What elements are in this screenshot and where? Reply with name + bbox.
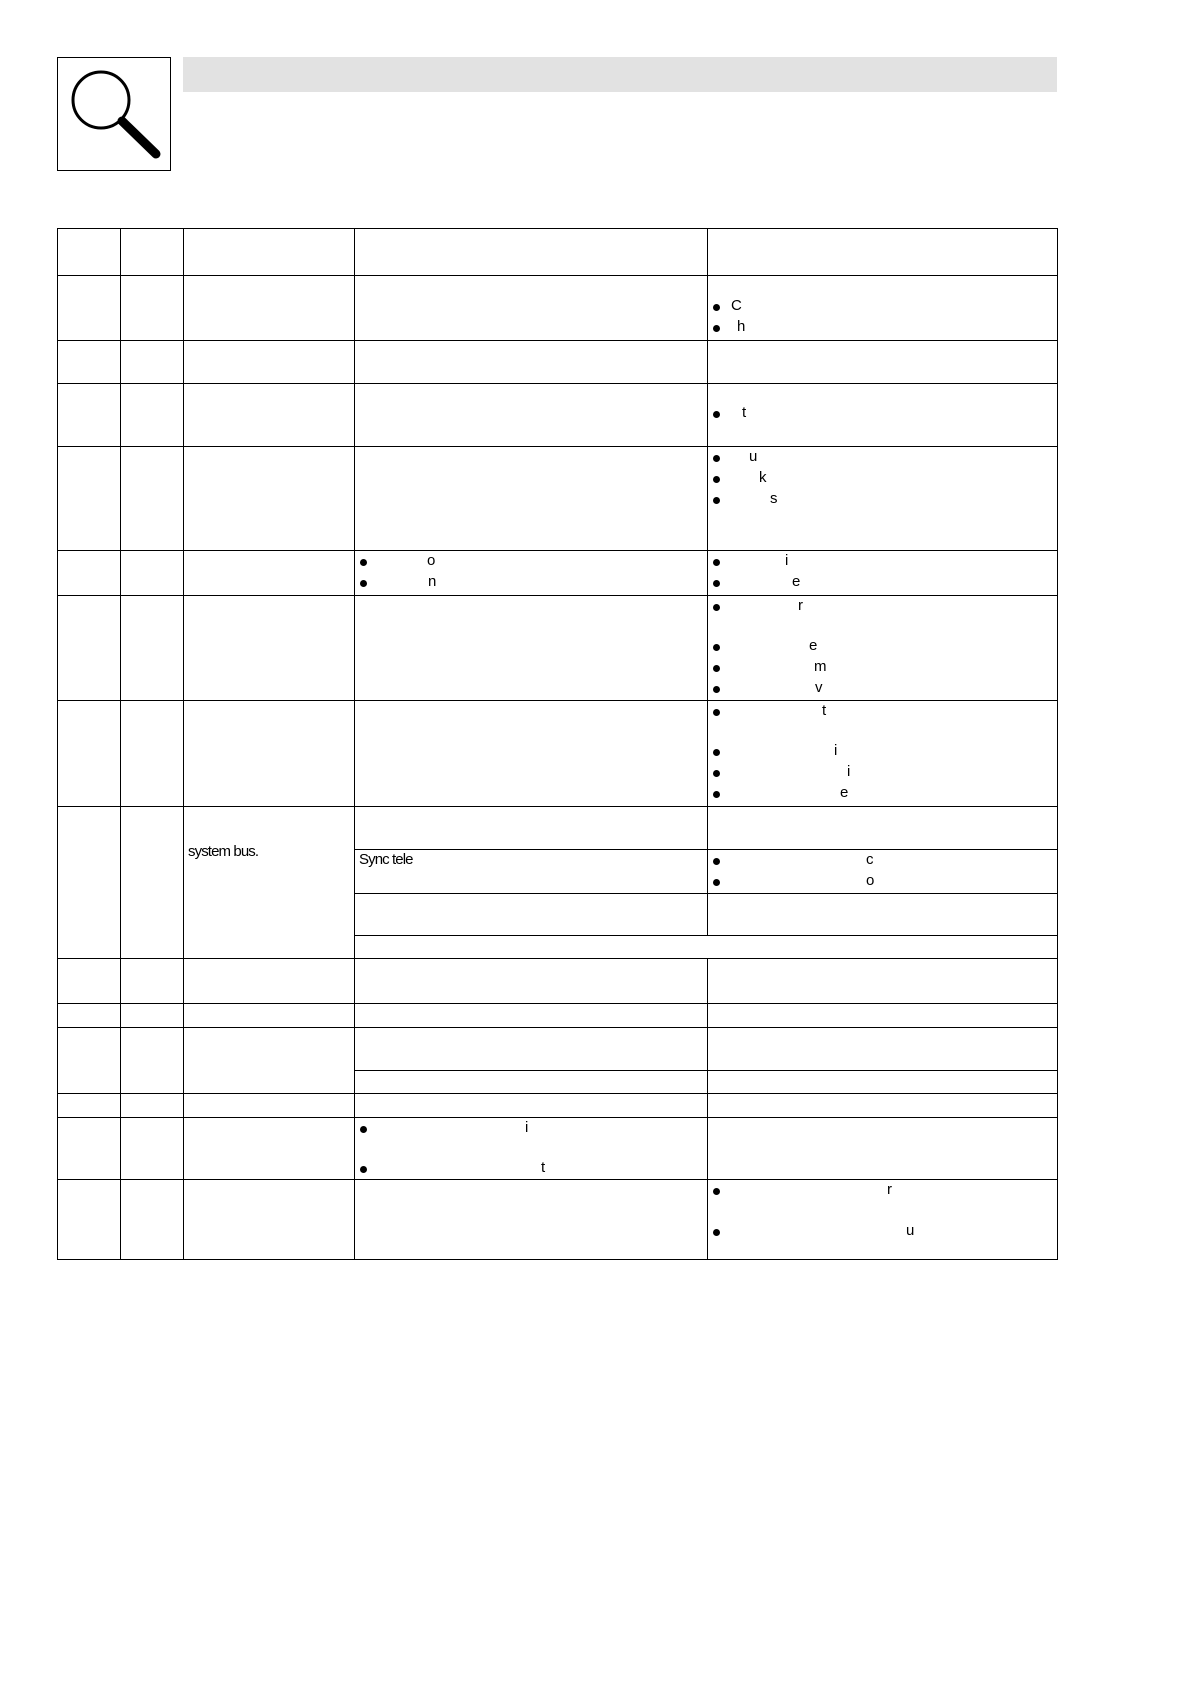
table-row-line	[57, 1093, 1058, 1094]
table-row-line	[57, 550, 1058, 551]
bullet	[713, 665, 720, 672]
cell-text: h	[737, 318, 746, 335]
bullet	[360, 580, 367, 587]
bullet	[713, 325, 720, 332]
table-subrow-line	[354, 935, 1058, 936]
bullet	[713, 559, 720, 566]
table-col-line	[120, 228, 121, 1259]
cell-text: t	[541, 1159, 546, 1176]
bullet	[360, 559, 367, 566]
table-border-right	[1057, 228, 1058, 1259]
table-subrow-line	[354, 1070, 1058, 1071]
table-row-line	[57, 1027, 1058, 1028]
bullet	[713, 1188, 720, 1195]
table-border-left	[57, 228, 58, 1259]
cell-text: o	[427, 552, 436, 569]
bullet	[360, 1166, 367, 1173]
bullet	[713, 644, 720, 651]
cell-text: i	[525, 1119, 529, 1136]
bullet	[713, 580, 720, 587]
bullet	[713, 455, 720, 462]
table-row-line	[57, 1003, 1058, 1004]
table-border-top	[57, 228, 1058, 229]
bullet	[713, 476, 720, 483]
bullet	[713, 1229, 720, 1236]
cell-text: r	[798, 597, 803, 614]
cell-text: C	[731, 297, 742, 314]
table-border-bottom	[57, 1259, 1058, 1260]
cell-text: m	[814, 658, 827, 675]
bullet	[713, 497, 720, 504]
table-col-line	[707, 228, 708, 935]
magnifier-icon-box	[57, 57, 171, 171]
cell-text: i	[785, 552, 789, 569]
cell-text: n	[428, 573, 437, 590]
cell-text: u	[906, 1222, 915, 1239]
cell-text: Sync tele	[359, 851, 413, 868]
bullet	[713, 770, 720, 777]
bullet	[713, 858, 720, 865]
bullet	[713, 686, 720, 693]
table-row-line	[57, 700, 1058, 701]
bullet	[360, 1126, 367, 1133]
bullet	[713, 304, 720, 311]
cell-text: t	[742, 404, 747, 421]
table-col-line	[183, 228, 184, 1259]
table-row-line	[57, 958, 1058, 959]
bullet	[713, 791, 720, 798]
table-row-line	[57, 383, 1058, 384]
cell-text: i	[847, 763, 851, 780]
bullet	[713, 749, 720, 756]
table-row-line	[57, 275, 1058, 276]
table-row-line	[57, 1117, 1058, 1118]
table-row-line	[57, 595, 1058, 596]
table-col-line	[707, 958, 708, 1259]
cell-text: r	[887, 1181, 892, 1198]
table-col-line	[354, 228, 355, 1259]
cell-text: e	[840, 784, 849, 801]
bullet	[713, 411, 720, 418]
magnifier-icon	[58, 58, 172, 172]
cell-text: o	[866, 872, 875, 889]
cell-text: t	[822, 702, 827, 719]
table-row-line	[57, 1179, 1058, 1180]
table-subrow-line	[354, 893, 1058, 894]
header-bar	[183, 57, 1057, 92]
bullet	[713, 709, 720, 716]
cell-text: u	[749, 448, 758, 465]
table-subrow-line	[354, 849, 1058, 850]
cell-text: v	[815, 679, 823, 696]
bullet	[713, 604, 720, 611]
cell-text: system bus.	[188, 843, 259, 860]
cell-text: c	[866, 851, 874, 868]
cell-text: s	[770, 490, 778, 507]
cell-text: k	[759, 469, 767, 486]
table-row-line	[57, 446, 1058, 447]
table-row-line	[57, 340, 1058, 341]
table-row-line	[57, 806, 1058, 807]
cell-text: e	[809, 637, 818, 654]
cell-text: i	[834, 742, 838, 759]
cell-text: e	[792, 573, 801, 590]
bullet	[713, 879, 720, 886]
